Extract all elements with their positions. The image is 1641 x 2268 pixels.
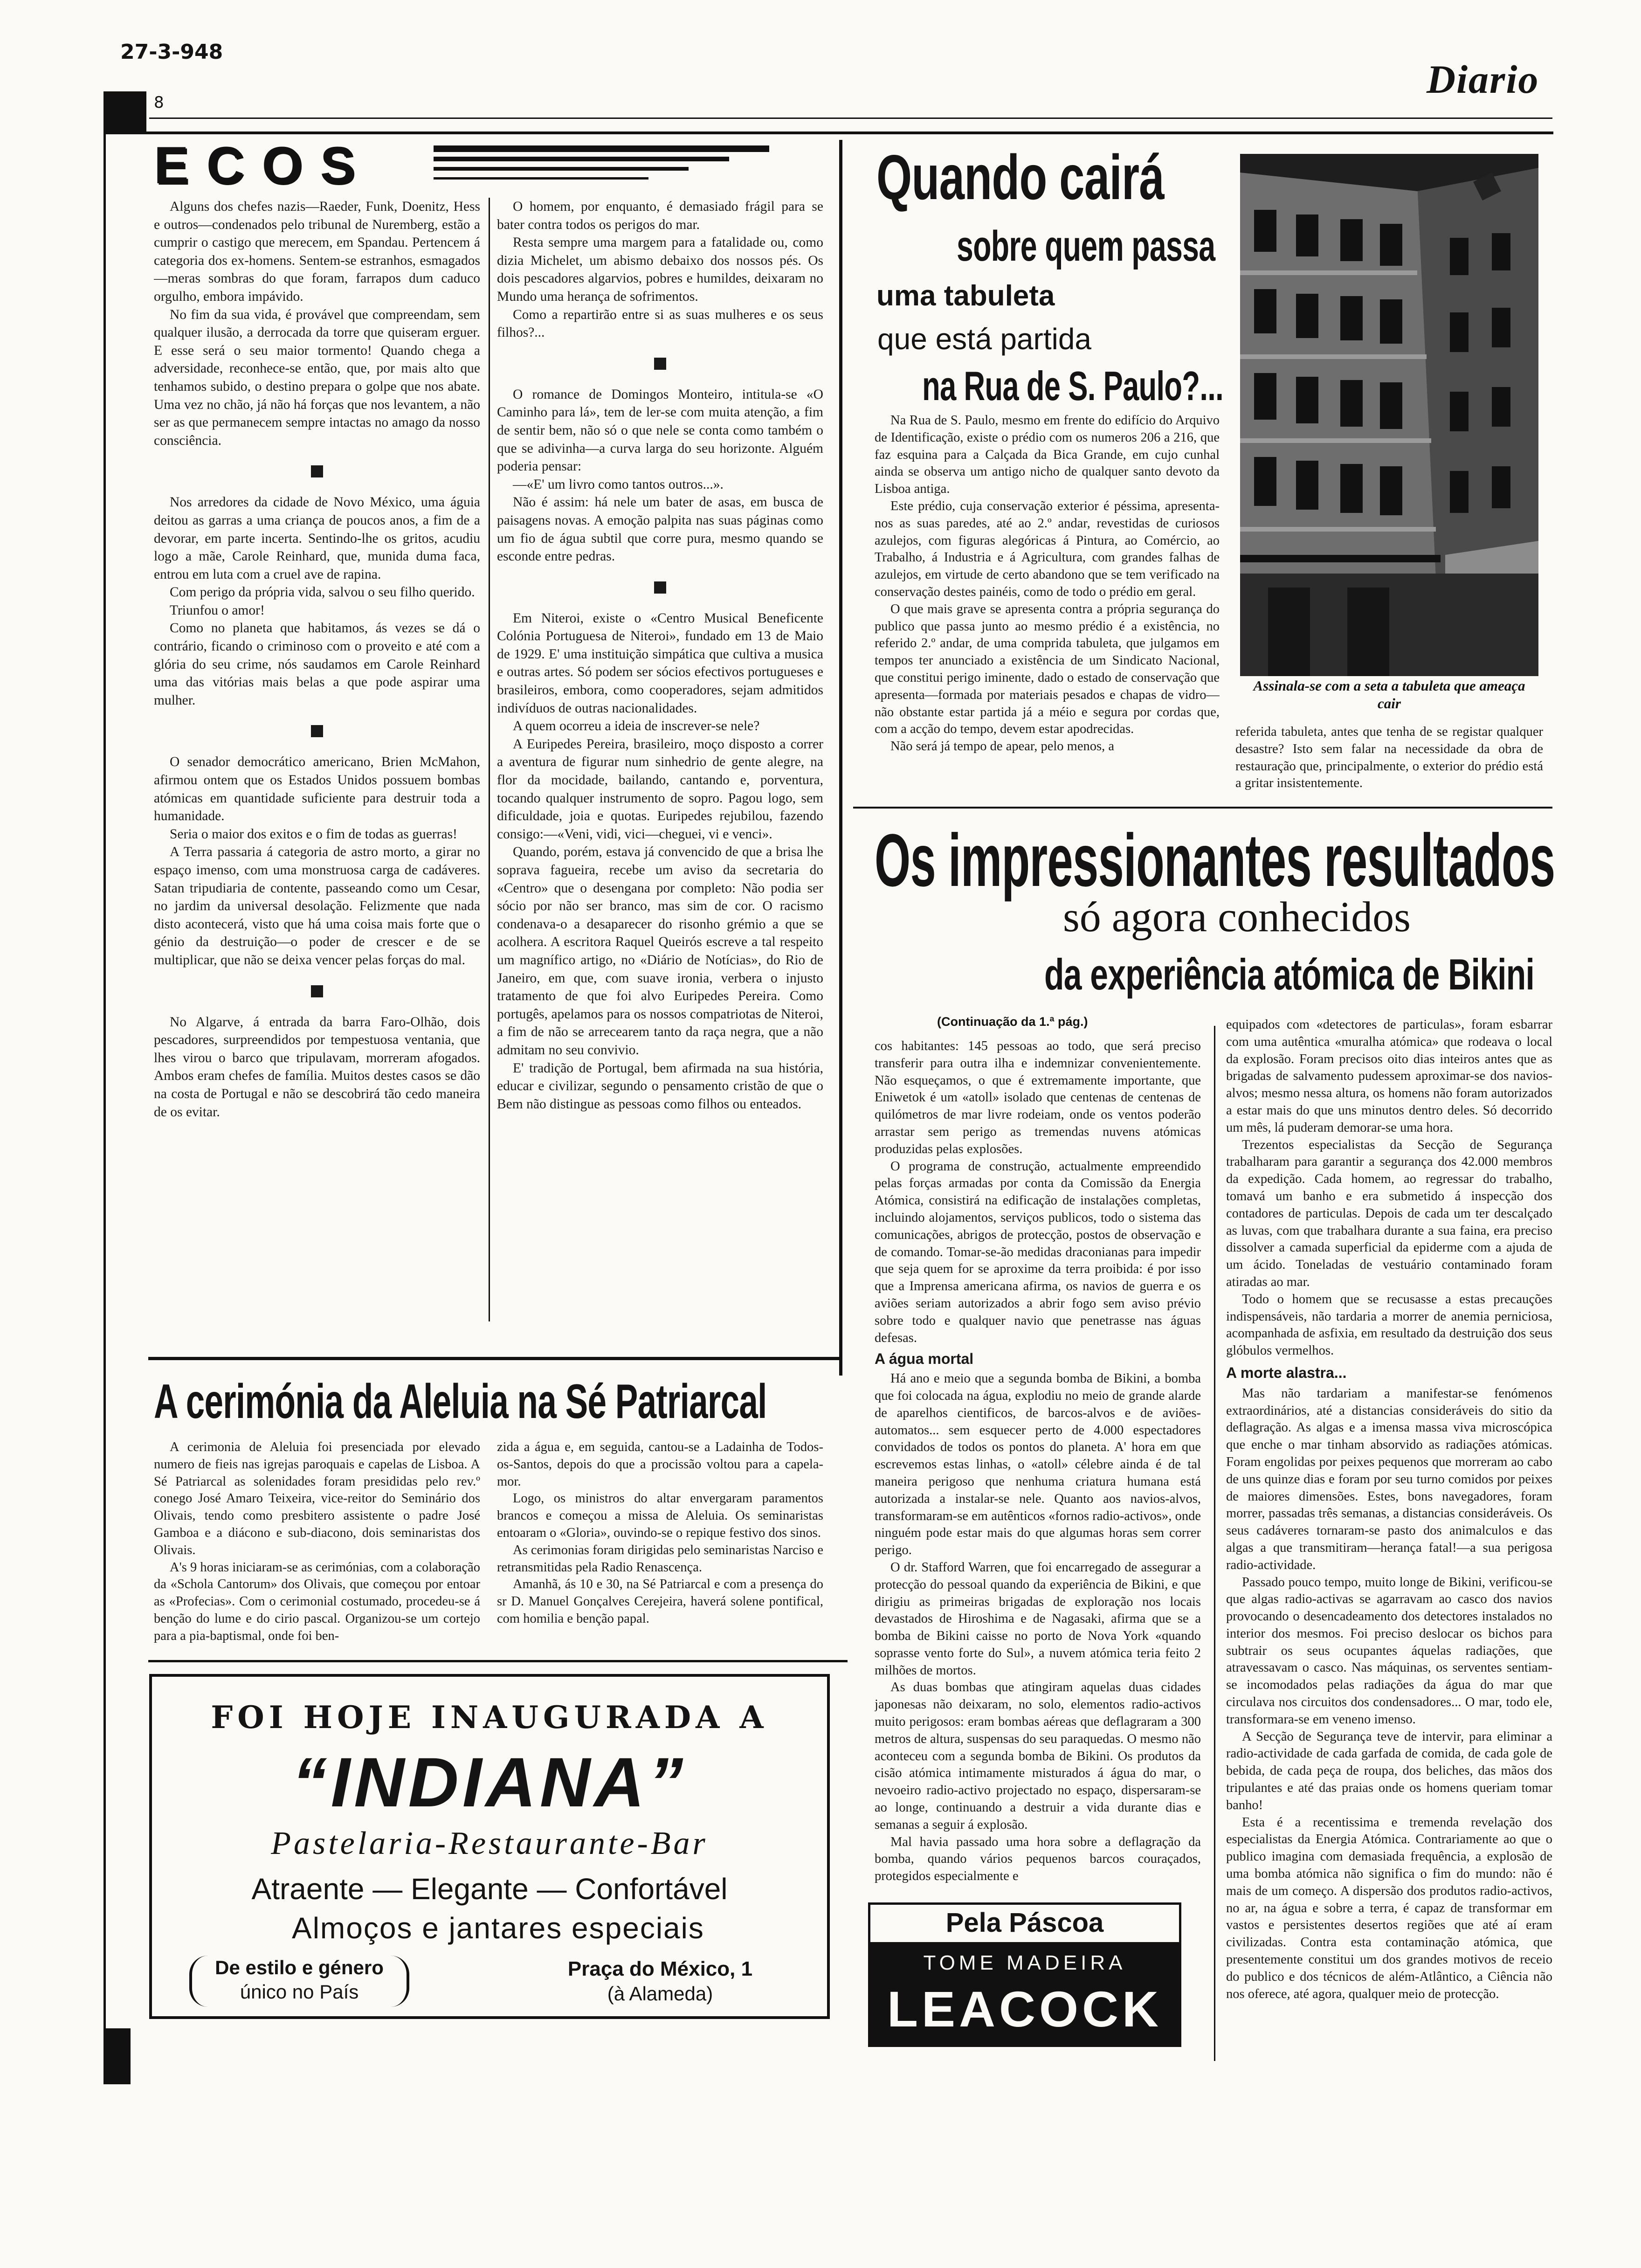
ecos-paragraph: O romance de Domingos Monteiro, intitula-se «O Caminho para lá», tem de ler-se com muita atenção, a fim de sentir bem, não só o que nele se conta como também o que se adivinha—a curva larga do seu horizonte. Alguém poderia pensar:: [497, 387, 823, 474]
quando-paragraph: Este prédio, cuja conservação exterior é péssima, apresenta-nos as suas paredes, até ao 2.º andar, revestidas de curiosos azulejos, com figuras alegóricas á Pintura, ao Comércio, ao Trabalho, á Industria e á Agricultura, com grandes falhas de azulejos, em virtude de certo abandono que se tem verificado na conservação destes painéis, como de todo o prédio em geral.: [875, 498, 1220, 599]
ecos-paragraph: A quem ocorreu a ideia de inscrever-se nele?: [513, 719, 760, 734]
bikini-paragraph: Esta é a recentissima e tremenda revelação dos especialistas da Energia Atómica. Contrariamente ao que o publico imagina com demasiada frequência, a explosão de uma bomba atómica não significa o fim do mundo: não é mais de um começo. A dispersão dos produtos radio-activos, no ar, na água e sobre a terra, é capaz de transformar em vastos e persistentes desertos regiões que até aí eram civilizadas. Contra esta contaminação atómica, que presentemente constitui um dos grandes motivos de receio do publico e dos técnicos de além-Atlântico, a Ciência não nos oferece, até agora, qualquer meio de protecção.: [1226, 1815, 1552, 2001]
bikini-subhead-agua: A água mortal: [875, 1350, 974, 1368]
quando-paragraph: Não será já tempo de apear, pelo menos, a: [890, 739, 1114, 754]
left-frame-rule: [103, 131, 106, 2053]
ecos-separator: [311, 985, 323, 997]
indiana-right-1: Praça do México, 1: [567, 1957, 753, 1980]
leacock-line-3: LEACOCK: [887, 1981, 1162, 2037]
ecos-paragraph: Triunfou o amor!: [170, 602, 265, 618]
ecos-bottom-rule: [148, 1357, 839, 1360]
ecos-paragraph: —«E' um livro como tantos outros...».: [513, 477, 724, 492]
ecos-paragraph: No fim da sua vida, é provável que compreendam, sem qualquer ilusão, a derrocada da torre que quiseram erguer. E esse será o seu maior tormento! Quando chega a adversidade, reconhece-se então, que, por mais alto que tenhamos subido, o destino prepara o golpe que nos abate. Uma vez no chão, já não há forças que nos levantem, a não ser as que permanecem sempre intactas no amago da nosso consciência.: [154, 307, 480, 448]
bikini-paragraph: A Secção de Segurança teve de intervir, para eliminar a radio-actividade de cada garfada de comida, de cada gole de bebida, de cada peça de roupa, dos beliches, das mãos dos tripulantes e até das praias onde os homens queriam tomar banho!: [1226, 1729, 1552, 1812]
aleluia-headline: A cerimónia da Aleluia na Sé Patriarcal: [154, 1375, 767, 1429]
quando-paragraph: O que mais grave se apresenta contra a própria segurança do publico que passa junto ao mesmo prédio é a existência, no referido 2.º andar, de uma comprida tabuleta, que julgamos em tempos ter anunciado a existência de um Sindicato Nacional, que constitui perigo iminente, dado o estado de conservação que apresenta—formada por materiais pesados e chapas de vidro—não obstante estar partida já a méio e segura por cordas que, com a acção do tempo, devem estar apodrecidas.: [875, 602, 1220, 737]
quando-headline: [876, 142, 1259, 409]
quando-continuation: referida tabuleta, antes que tenha de se registar qualquer desastre? Isto sem falar na necessidade da obra de restauração que, principalmente, o exterior do prédio está a gritar insistentemente.: [1235, 725, 1543, 791]
aleluia-paragraph: A cerimonia de Aleluia foi presenciada por elevado numero de fieis nas igrejas paroquais e capelas de Lisboa. A Sé Patriarcal as solenidades foram presididas pelo rev.º conego José Amaro Teixeira, vice-reitor do Seminário dos Olivais, tendo como presbitero assistente o padre José Gamboa e a diácono e sub-diacono, dois seminaristas dos Olivais.: [154, 1440, 480, 1557]
bikini-paragraph: Mas não tardariam a manifestar-se fenómenos extraordinários, até a distancias consideráveis do sitio da deflagração. As algas e a imensa massa viva microscópica que enche o mar tinham absorvido as radiações atómicas. Foram engolidas por peixes pequenos que morreram ao cabo de uns quinze dias e foram por seu turno comidos por peixes de maiores dimensões. Estes, bons navegadores, foram morrer, passadas três semanas, a distancias consideráveis. Os seus cadáveres tornaram-se pasto dos animalculos e das algas a que transmitiram—herança fatal!—a sua perigosa radio-actividade.: [1226, 1386, 1552, 1572]
building-photo-graphic: [1240, 154, 1538, 676]
masthead-logo: Diario: [1427, 57, 1539, 102]
ecos-separator: [654, 581, 666, 594]
leacock-line-2: TOME MADEIRA: [923, 1951, 1126, 1974]
leacock-line-1: Pela Páscoa: [945, 1908, 1104, 1938]
bikini-paragraph: Trezentos especialistas da Secção de Segurança trabalharam para garantir a segurança dos 42.000 membros da expedição. Cada homem, ao regressar do trabalho, tomavá um banho e era submetido á inspecção dos contadores de particulas. Depois de cada um ter descalçado as luvas, com que trabalhara durante a sua faina, era preciso dissolver a camada superficial da epiderme com a ajuda de um ácido. Toneladas de vestuário contaminado foram atiradas ao mar.: [1226, 1137, 1552, 1289]
building-photo: [1240, 154, 1538, 676]
bikini-paragraph: Mal havia passado uma hora sobre a deflagração da bomba, quando vários pequenos barcos couraçados, protegidos especialmente e: [875, 1834, 1201, 1884]
aleluia-paragraph: As cerimonias foram dirigidas pelo seminaristas Narciso e retransmitidas pela Radio Renascença.: [497, 1542, 823, 1575]
header-rule-thin: [149, 118, 1552, 119]
ecos-column-2: [497, 198, 823, 1331]
bikini-column-2: [1226, 1016, 1552, 2066]
indiana-right-2: (à Alameda): [607, 1983, 713, 2005]
indiana-left-1: De estilo e género: [215, 1957, 384, 1978]
quando-body: [875, 412, 1220, 804]
quando-headline-3: uma tabuleta: [876, 280, 1055, 312]
ecos-paragraph: O homem, por enquanto, é demasiado frágil para se bater contra todos os perigos do mar.: [497, 199, 823, 232]
indiana-line-4: Atraente — Elegante — Confortável: [251, 1872, 728, 1906]
page-date: 27-3-948: [120, 40, 223, 64]
bikini-paragraph: O programa de construção, actualmente empreendido pelas forças armadas por conta da Comissão da Energia Atómica, consistirá na edificação de instalações completas, incluindo alojamentos, serviços publicos, todo o sistema das comunicações, abrigos de protecção, postos de observação e de comando. Tomar-se-ão medidas draconianas para impedir que seja quem for se aproxime da terra proibida: é por isso que a Imprensa americana afirma, os navios de guerra e os aviões seriam autorizados a abrir fogo sem aviso prévio sobre todo e qualquer navio que penetrasse nas águas defesas.: [875, 1159, 1201, 1345]
indiana-right-box: [539, 1957, 781, 2006]
ecos-paragraph: Com perigo da própria vida, salvou o seu filho querido.: [170, 585, 475, 600]
ecos-title: ECOS: [154, 136, 373, 194]
ecos-separator: [311, 725, 323, 737]
bikini-paragraph: As duas bombas que atingiram aquelas duas cidades japonesas não deixaram, no solo, elementos radio-activos muito perigosos: eram bombas aéreas que deflagraram a 300 metros de altura, suspensas do seu paraquedas. O mesmo não aconteceu com a segunda bomba de Bikini. Os produtos da cisão atómica intimamente misturados á água do mar, o nevoeiro radio-activo projectado no espaço, dispersaram-se ao longe, continuando a destruir a vida durante dias e semanas a seguir á explosão.: [875, 1680, 1201, 1832]
bikini-paragraph: O dr. Stafford Warren, que foi encarregado de assegurar a protecção do pessoal quando da experiência de Bikini, e que dirigiu as primeiras brigadas de exploração nos locais devastados de Hiroshima e de Nagasaki, afirma que se a bomba de Bikini caisse no porto de Nova York «quando soprasse vento forte do Sul», a nuvem atómica teria feito 2 milhões de mortos.: [875, 1560, 1201, 1678]
quando-headline-2: sobre quem passa: [957, 222, 1215, 270]
header-rule: [103, 131, 1553, 134]
indiana-left-2: único no País: [240, 1981, 359, 2003]
page-number: 8: [154, 93, 164, 112]
quando-bottom-rule: [853, 807, 1552, 809]
leacock-dark-panel: [870, 1942, 1179, 2045]
ecos-paragraph: O senador democrático americano, Brien McMahon, afirmou ontem que os Estados Unidos possuem bombas atómicas em quantidade suficiente para destruir toda a humanidade.: [154, 754, 480, 824]
bottom-left-block: [103, 2028, 131, 2084]
ecos-paragraph: Nos arredores da cidade de Novo México, uma águia deitou as garras a uma criança de poucos anos, a fim de a devorar, em parte incerta. Sentindo-lhe os gritos, acudiu logo a mãe, Carole Reinhard, que, munida duma faca, entrou em luta com a cruel ave de rapina.: [154, 495, 480, 582]
bikini-paragraph: Há ano e meio que a segunda bomba de Bikini, a bomba que foi colocada na água, explodiu no meio de grande alarde de aparelhos cientificos, de barcos-alvos e de aviões-automatos... sem esquecer perto de 4.000 espectadores convidados de todos os pontos do planeta. A' hora em que escrevemos estas linhas, o «atoll» célebre ainda é de tal maneira perigoso que nenhuma criatura humana está autorizada a instalar-se nele. Quanto aos navios-alvos, transformaram-se em autênticos «fornos radio-activos», onde ninguém pode estar mais do que algumas horas sem correr perigo.: [875, 1371, 1201, 1558]
aleluia-column-1: [154, 1439, 480, 1653]
indiana-name: “INDIANA”: [292, 1743, 687, 1821]
ecos-paragraph: Alguns dos chefes nazis—Raeder, Funk, Doenitz, Hess e outros—condenados pelo tribunal de Nuremberg, estão a cumprir o castigo que merecem, em Spandau. Pertencem á categoria dos ex-homens. Sentem-se estranhos, esmagados—meras sombras do que foram, farrapos dum caduco orgulho, embora impávido.: [154, 199, 480, 304]
ecos-column-rule: [489, 198, 490, 1321]
photo-caption: Assinala-se com a seta a tabuleta que ameaça cair: [1253, 678, 1525, 712]
ecos-paragraph: Resta sempre uma margem para a fatalidade ou, como dizia Michelet, um abismo debaixo dos nossos pés. Os dois pescadores algarvios, pobres e humildes, deixaram no Mundo uma herança de sofrimentos.: [497, 235, 823, 304]
ecos-header-lines: [434, 145, 769, 180]
aleluia-paragraph: Amanhã, ás 10 e 30, na Sé Patriarcal e com a presença do sr D. Manuel Gonçalves Cerejeira, haverá solene pontifical, com homilia e benção papal.: [497, 1577, 823, 1626]
aleluia-paragraph: zida a água e, em seguida, cantou-se a Ladainha de Todos-os-Santos, depois do que a procissão voltou para a capela-mor.: [497, 1440, 823, 1489]
ecos-paragraph: Como a repartirão entre si as suas mulheres e os seus filhos?...: [497, 307, 823, 340]
bikini-column-1: [875, 1038, 1201, 1998]
ecos-paragraph: No Algarve, á entrada da barra Faro-Olhão, dois pescadores, surpreendidos por tempestuosa ventania, que lhes virou o barco que tripulavam, morreram afogados. Ambos eram chefes de família. Muitos destes casos se dão na costa de Portugal e não se descobrirá tão cedo maneira de os evitar.: [154, 1014, 480, 1120]
bikini-headline-1: Os impressionantes resultados: [875, 818, 1555, 902]
bikini-headline-3: da experiência atómica de Bikini: [1044, 950, 1535, 999]
quando-headline-1: Quando cairá: [876, 142, 1165, 213]
ecos-separator: [654, 358, 666, 370]
bikini-paragraph: cos habitantes: 145 pessoas ao todo, que será preciso transferir para outra ilha e indemnizar convenientemente. Não esqueçamos, o que é extremamente importante, que Eniwetok é um «atoll» isolado que centenas de centenas de quilómetros de mar livre rodeiam, onde os ventos poderão arrastar sem perigo as tremendas nuvens atómicas produzidas pelas explosões.: [875, 1039, 1201, 1156]
ecos-paragraph: Quando, porém, estava já convencido de que a brisa lhe soprava fagueira, recebe um aviso da secretaria do «Centro» que o desengana por completo: Não podia ser sócio por não ser branco, mas sim de cor. O racismo condenava-o a desaparecer do risonho grémio a que se acolhera. A escritora Raquel Queirós escreve a tal respeito um magnífico artigo, no «Diário de Notícias», do Rio de Janeiro, em que, com suave ironia, verbera o injusto tratamento de que foi alvo Euripedes Pereira. Como portugês, apelamos para os nossos compatriotas de Niteroi, a fim de não se arrecearem tanto da raça negra, que a não admitam no seu convivio.: [497, 844, 823, 1058]
indiana-line-5: Almoços e jantares especiais: [292, 1911, 704, 1945]
indiana-line-3: Pastelaria-Restaurante-Bar: [271, 1825, 708, 1861]
indiana-advertisement: [149, 1674, 830, 2019]
ecos-column-1: [154, 198, 480, 1331]
quando-headline-5: na Rua de S. Paulo?...: [922, 363, 1224, 409]
leacock-advertisement: [868, 1902, 1181, 2047]
ecos-paragraph: A Euripedes Pereira, brasileiro, moço disposto a correr a aventura de figurar num sinhedrio de gente alegre, na flor da mocidade, bailando, cantando e, porventura, tocando qualquer instrumento de sopro. Pagou logo, sem dificuldade, joia e quotas. Euripedes rejubilou, fazendo consigo:—«Veni, vidi, vici—cheguei, vi e venci».: [497, 736, 823, 842]
bikini-column-rule: [1214, 1026, 1215, 2061]
quando-paragraph: Na Rua de S. Paulo, mesmo em frente do edifício do Arquivo de Identificação, existe o prédio com os numeros 206 a 216, que faz esquina para a Calçada da Bica Grande, em cujo cunhal ainda se observa um antigo nicho de qualquer santo devoto da Lisboa antiga.: [875, 413, 1220, 497]
quando-headline-4: que está partida: [877, 322, 1091, 356]
ecos-header: [154, 136, 424, 194]
indiana-line-1: FOI HOJE INAUGURADA A: [211, 1699, 768, 1736]
ecos-paragraph: Como no planeta que habitamos, ás vezes se dá o contrário, ficando o criminoso com o proveito e até com a glória do seu crime, nós saudamos em Carole Reinhard uma das vitórias mais belas a que pode aspirar uma mulher.: [154, 621, 480, 708]
bikini-subhead-morte: A morte alastra...: [1226, 1364, 1347, 1381]
aleluia-paragraph: Logo, os ministros do altar envergaram paramentos brancos e começou a missa de Aleluia. Os seminaristas entoaram o «Gloria», ouvindo-se o repique festivo dos sinos.: [497, 1491, 823, 1540]
ecos-separator: [311, 465, 323, 477]
ecos-paragraph: A Terra passaria á categoria de astro morto, a girar no espaço imenso, com uma monstruosa carga de cadáveres. Satan tripudiaria de contente, passeando como um Cesar, no jardim da universal desolação. Felizmente que nada disto acontecerá, visto que há uma coisa mais forte que o génio da destruição—o poder de crescer e de se multiplicar, que não se deixa vencer pelas forças do mal.: [154, 844, 480, 968]
ecos-paragraph: Não é assim: há nele um bater de asas, em busca de paisagens novas. A emoção palpita nas suas páginas como um fio de água subtil que corre pura, mesmo quando se esconde entre pedras.: [497, 495, 823, 564]
bikini-paragraph: Passado pouco tempo, muito longe de Bikini, verificou-se que algas radio-activas se agarravam ao casco dos navios provocando o desencadeamento dos detectores instalados no interior dos mesmos. Foi preciso deslocar os bichos para subtrair os seus ocupantes áquelas radiações, que atravessavam o casco. Nas máquinas, os serventes sentiam-se incomodados pelas radiações da água do mar que circulava nos circuitos dos condensadores... O mar, todo ele, transformara-se em veneno imenso.: [1226, 1575, 1552, 1727]
aleluia-column-2: [497, 1439, 823, 1653]
indiana-left-box: [189, 1956, 409, 2007]
aleluia-bottom-rule: [148, 1660, 848, 1662]
bikini-paragraph: Todo o homem que se recusasse a estas precauções indispensáveis, não tardaria a morrer de anemia perniciosa, acompanhada de asfixia, em resultado da destruição dos seus glóbulos vermelhos.: [1226, 1292, 1552, 1358]
aleluia-paragraph: A's 9 horas iniciaram-se as cerimónias, com a colaboração da «Schola Cantorum» dos Olivais, que começou por entoar as «Profecias». Com o cerimonial costumado, procedeu-se á benção do lume e do cirio pascal. Organizou-se um cortejo para a pia-baptismal, onde foi ben-: [154, 1560, 480, 1643]
ecos-paragraph: Em Niteroi, existe o «Centro Musical Beneficente Colónia Portuguesa de Niteroi», fundado em 13 de Maio de 1929. E' uma instituição simpática que cultiva a musica e outras artes. Só podem ser sócios efectivos portugueses e brasileiros, embora, como cooperadores, sejam admitidos indivíduos de outras nacionalidades.: [497, 610, 823, 716]
ecos-paragraph: E' tradição de Portugal, bem afirmada na sua história, educar e civilizar, segundo o pensamento cristão de que o Bem não distingue as pessoas como filhos ou enteados.: [497, 1060, 823, 1112]
page-mark-block: [103, 91, 146, 131]
bikini-paragraph: equipados com «detectores de particulas», foram esbarrar com uma autêntica «muralha atómica» que rodeava o local da explosão. Foram precisos oito dias inteiros antes que as brigadas de salvamento pudessem aproximar-se dos navios-alvos; mesmo nessa altura, os homens não foram autorizados a estar mais do que uns minutos dentro deles. Só decorrido um mês, lá puderam demorar-se uma hora.: [1226, 1017, 1552, 1135]
ecos-paragraph: Seria o maior dos exitos e o fim de todas as guerras!: [170, 826, 457, 842]
bikini-headline-2: só agora conhecidos: [1063, 893, 1411, 940]
main-column-divider: [839, 140, 842, 1376]
bikini-continued-note: (Continuação da 1.ª pág.): [937, 1015, 1088, 1029]
